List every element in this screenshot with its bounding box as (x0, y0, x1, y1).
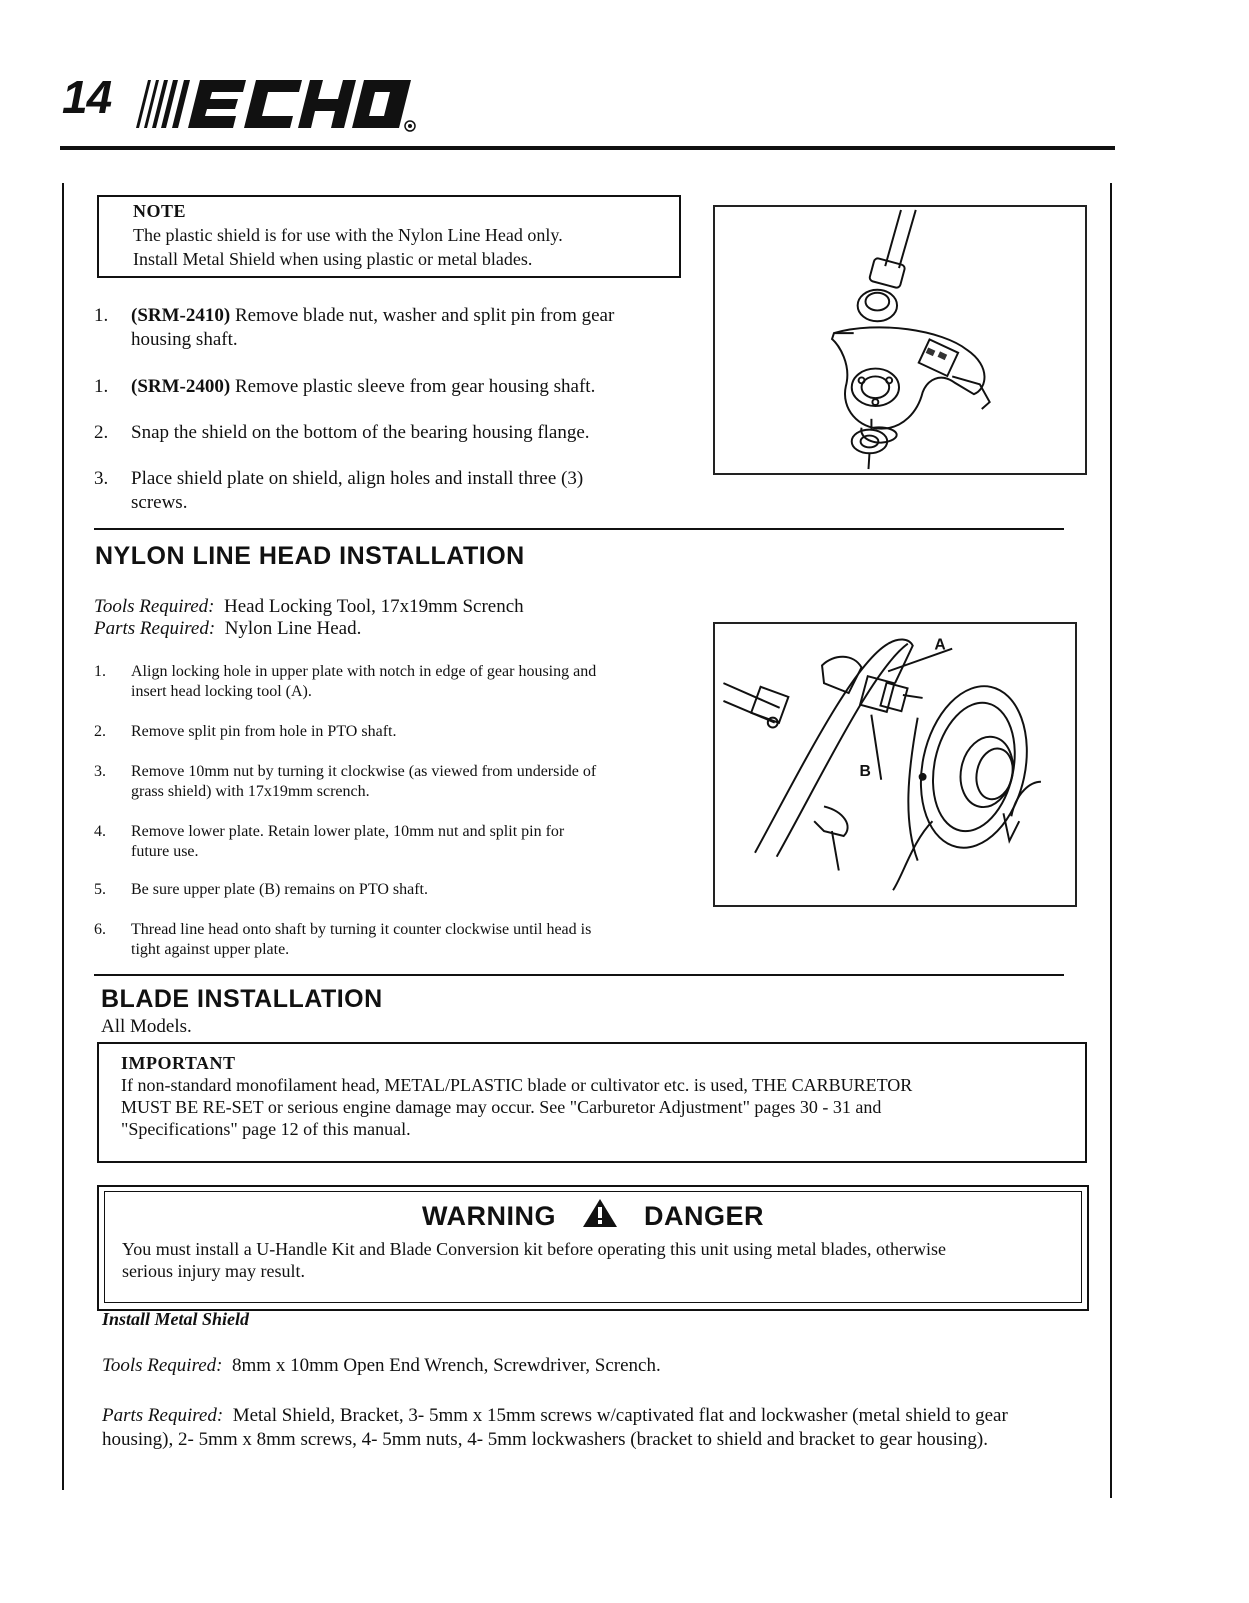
warning-line-2: serious injury may result. (122, 1261, 305, 1281)
step-text-cont: housing shaft. (131, 329, 238, 350)
step-number: 6. (94, 921, 106, 938)
nylon-step-5 (94, 880, 714, 900)
important-line-1: If non-standard monofilament head, METAL/PLASTIC blade or cultivator etc. is used, THE CARBURETOR (121, 1075, 913, 1095)
shield-step-2 (94, 421, 694, 445)
metal-shield-parts (102, 1404, 1097, 1452)
step-text: Remove plastic sleeve from gear housing shaft. (234, 376, 596, 397)
parts-value-cont: housing), 2- 5mm x 8mm screws, 4- 5mm nuts, 4- 5mm lockwashers (bracket to shield and bracket to gear housing). (102, 1429, 988, 1450)
warning-line-1: You must install a U-Handle Kit and Blade Conversion kit before operating this unit using metal blades, otherwise (122, 1239, 947, 1259)
note-title: NOTE (133, 201, 187, 221)
tools-value: 8mm x 10mm Open End Wrench, Screwdriver, Scrench. (232, 1355, 661, 1376)
warning-heading (104, 1198, 1082, 1235)
echo-logo (126, 66, 426, 136)
section-rule (94, 974, 1064, 976)
tools-label: Tools Required: (94, 596, 215, 617)
blade-subtitle: All Models. (101, 1016, 192, 1037)
parts-value: Metal Shield, Bracket, 3- 5mm x 15mm screws w/captivated flat and lockwasher (metal shield to gear (232, 1405, 1008, 1426)
section-rule (94, 528, 1064, 530)
shield-step-1a (94, 304, 694, 352)
parts-label: Parts Required: (94, 618, 216, 639)
page-number: 14 (62, 71, 112, 123)
right-margin-rule (1110, 183, 1112, 1498)
nylon-step-1 (94, 662, 714, 702)
model-tag: (SRM-2410) (131, 305, 231, 326)
step-text: Remove lower plate. Retain lower plate, 10mm nut and split pin for (131, 823, 565, 840)
important-line-2: MUST BE RE-SET or serious engine damage may occur. See "Carburetor Adjustment" pages 30 - 31 and (121, 1097, 882, 1117)
step-number: 3. (94, 763, 106, 780)
note-box (97, 195, 681, 278)
nylon-line-head-figure (713, 622, 1077, 907)
step-text: Thread line head onto shaft by turning it counter clockwise until head is (131, 921, 592, 938)
step-number: 2. (94, 723, 106, 740)
warning-label: WARNING (421, 1201, 556, 1231)
step-number: 2. (94, 422, 109, 443)
step-text-cont: insert head locking tool (A). (131, 683, 312, 700)
warning-text (122, 1238, 1072, 1282)
important-title: IMPORTANT (121, 1053, 236, 1073)
note-line-2: Install Metal Shield when using plastic or metal blades. (133, 249, 533, 269)
shield-step-3 (94, 467, 694, 515)
step-text: Align locking hole in upper plate with notch in edge of gear housing and (131, 663, 597, 680)
metal-shield-tools (102, 1354, 1092, 1378)
step-number: 1. (94, 376, 109, 397)
plastic-shield-figure (713, 205, 1087, 475)
step-text-cont: future use. (131, 843, 199, 860)
header-rule (60, 146, 1115, 150)
danger-label: DANGER (644, 1201, 765, 1231)
shield-step-1b (94, 375, 694, 399)
step-text: Remove split pin from hole in PTO shaft. (131, 723, 397, 740)
important-box (97, 1042, 1087, 1163)
nylon-step-6 (94, 920, 714, 960)
step-text-cont: tight against upper plate. (131, 941, 290, 958)
model-tag: (SRM-2400) (131, 376, 231, 397)
note-line-1: The plastic shield is for use with the Nylon Line Head only. (133, 225, 563, 245)
blade-section-title: BLADE INSTALLATION (101, 985, 383, 1013)
step-text-cont: screws. (131, 492, 188, 513)
metal-shield-title: Install Metal Shield (102, 1309, 250, 1329)
nylon-requirements (94, 596, 714, 640)
nylon-step-3 (94, 762, 714, 802)
figure-label-a: A (934, 636, 946, 654)
step-text-cont: grass shield) with 17x19mm scrench. (131, 783, 370, 800)
tools-label: Tools Required: (102, 1355, 223, 1376)
step-number: 1. (94, 663, 106, 680)
step-text: Remove blade nut, washer and split pin from gear (234, 305, 615, 326)
step-number: 3. (94, 468, 109, 489)
step-number: 1. (94, 305, 109, 326)
step-text: Remove 10mm nut by turning it clockwise (as viewed from underside of (131, 763, 597, 780)
step-text: Snap the shield on the bottom of the bearing housing flange. (131, 422, 590, 443)
nylon-step-4 (94, 822, 714, 862)
parts-value: Nylon Line Head. (224, 618, 362, 639)
important-line-3: "Specifications" page 12 of this manual. (121, 1119, 411, 1139)
nylon-step-2 (94, 722, 714, 742)
step-number: 4. (94, 823, 106, 840)
step-text: Be sure upper plate (B) remains on PTO shaft. (131, 881, 428, 898)
step-text: Place shield plate on shield, align holes and install three (3) (131, 468, 584, 489)
figure-label-b: B (859, 762, 871, 780)
left-margin-rule (62, 183, 64, 1490)
tools-value: Head Locking Tool, 17x19mm Scrench (224, 596, 524, 617)
nylon-section-title: NYLON LINE HEAD INSTALLATION (95, 542, 525, 570)
warning-triangle-icon (582, 1198, 618, 1235)
step-number: 5. (94, 881, 106, 898)
parts-label: Parts Required: (102, 1405, 224, 1426)
